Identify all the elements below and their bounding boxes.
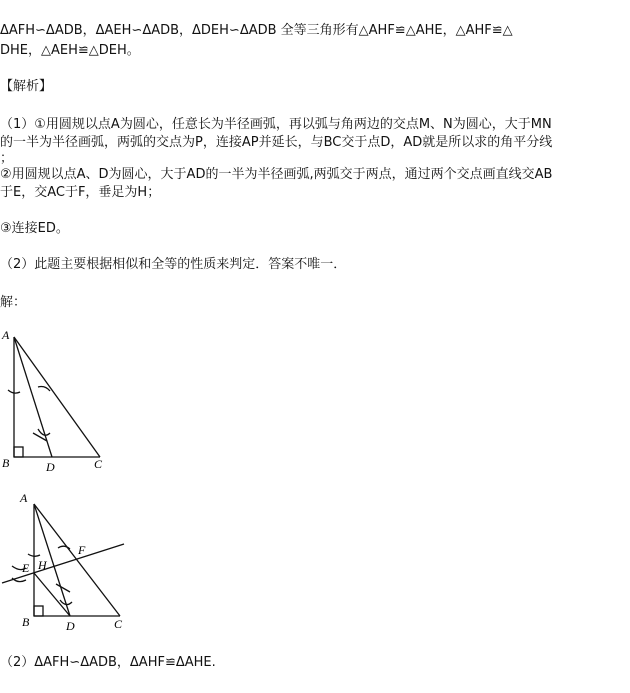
fig2-label-a: A [20, 491, 28, 505]
analysis-p1-line1: （1）①用圆规以点A为圆心，任意长为半径画弧，再以弧与角两边的交点M、N为圆心，大于MN [0, 117, 552, 132]
fig1-arc-2 [38, 387, 50, 392]
analysis-p1-line2: 的一半为半径画弧，两弧的交点为P，连接AP并延长，与BC交于点D，AD就是所以求的角平分线 [0, 135, 553, 150]
fig2-label-c: C [114, 617, 123, 631]
fig1-right-angle-mark [14, 447, 23, 457]
analysis-p2-line2: 于E，交AC于F，垂足为H； [0, 185, 161, 200]
fig1-label-b: B [2, 456, 10, 470]
fig1-label-a: A [2, 328, 10, 342]
fig2-perpendicular-line [2, 544, 124, 583]
fig1-bisector-ad [14, 337, 52, 457]
fig2-label-e: E [22, 561, 30, 575]
footer-answer: （2）ΔAFH∽ΔADB，ΔAHF≌ΔAHE. [0, 655, 216, 670]
header-line-1: ΔAFH∽ΔADB，ΔAEH∽ΔADB，ΔDEH∽ΔADB 全等三角形有△AHF≌△AHE，△AHF≌△ [0, 23, 513, 38]
fig1-label-d: D [46, 460, 55, 474]
fig2-label-b: B [22, 615, 30, 629]
fig2-label-h: H [38, 558, 47, 572]
fig2-label-f: F [78, 543, 86, 557]
section-title: 【解析】 [0, 79, 53, 94]
fig2-segment-ed [34, 573, 70, 616]
figure-2 [0, 488, 140, 638]
solution-label: 解： [0, 295, 27, 310]
fig2-right-angle-mark [34, 606, 43, 616]
fig2-label-d: D [66, 619, 75, 633]
fig2-arc-5 [56, 584, 70, 592]
analysis-p4: （2）此题主要根据相似和全等的性质来判定．答案不唯一． [0, 257, 347, 272]
analysis-p2-line1: ②用圆规以点A、D为圆心，大于AD的一半为半径画弧,两弧交于两点，通过两个交点画直线交AB [0, 167, 553, 182]
figure-1 [0, 325, 140, 475]
fig2-side-ac [34, 504, 120, 616]
analysis-p3: ③连接ED。 [0, 221, 69, 236]
analysis-p1-line3: ； [0, 151, 14, 166]
header-line-2: DHE，△AEH≌△DEH。 [0, 43, 140, 58]
fig1-label-c: C [94, 457, 103, 471]
fig1-side-ac [14, 337, 100, 457]
